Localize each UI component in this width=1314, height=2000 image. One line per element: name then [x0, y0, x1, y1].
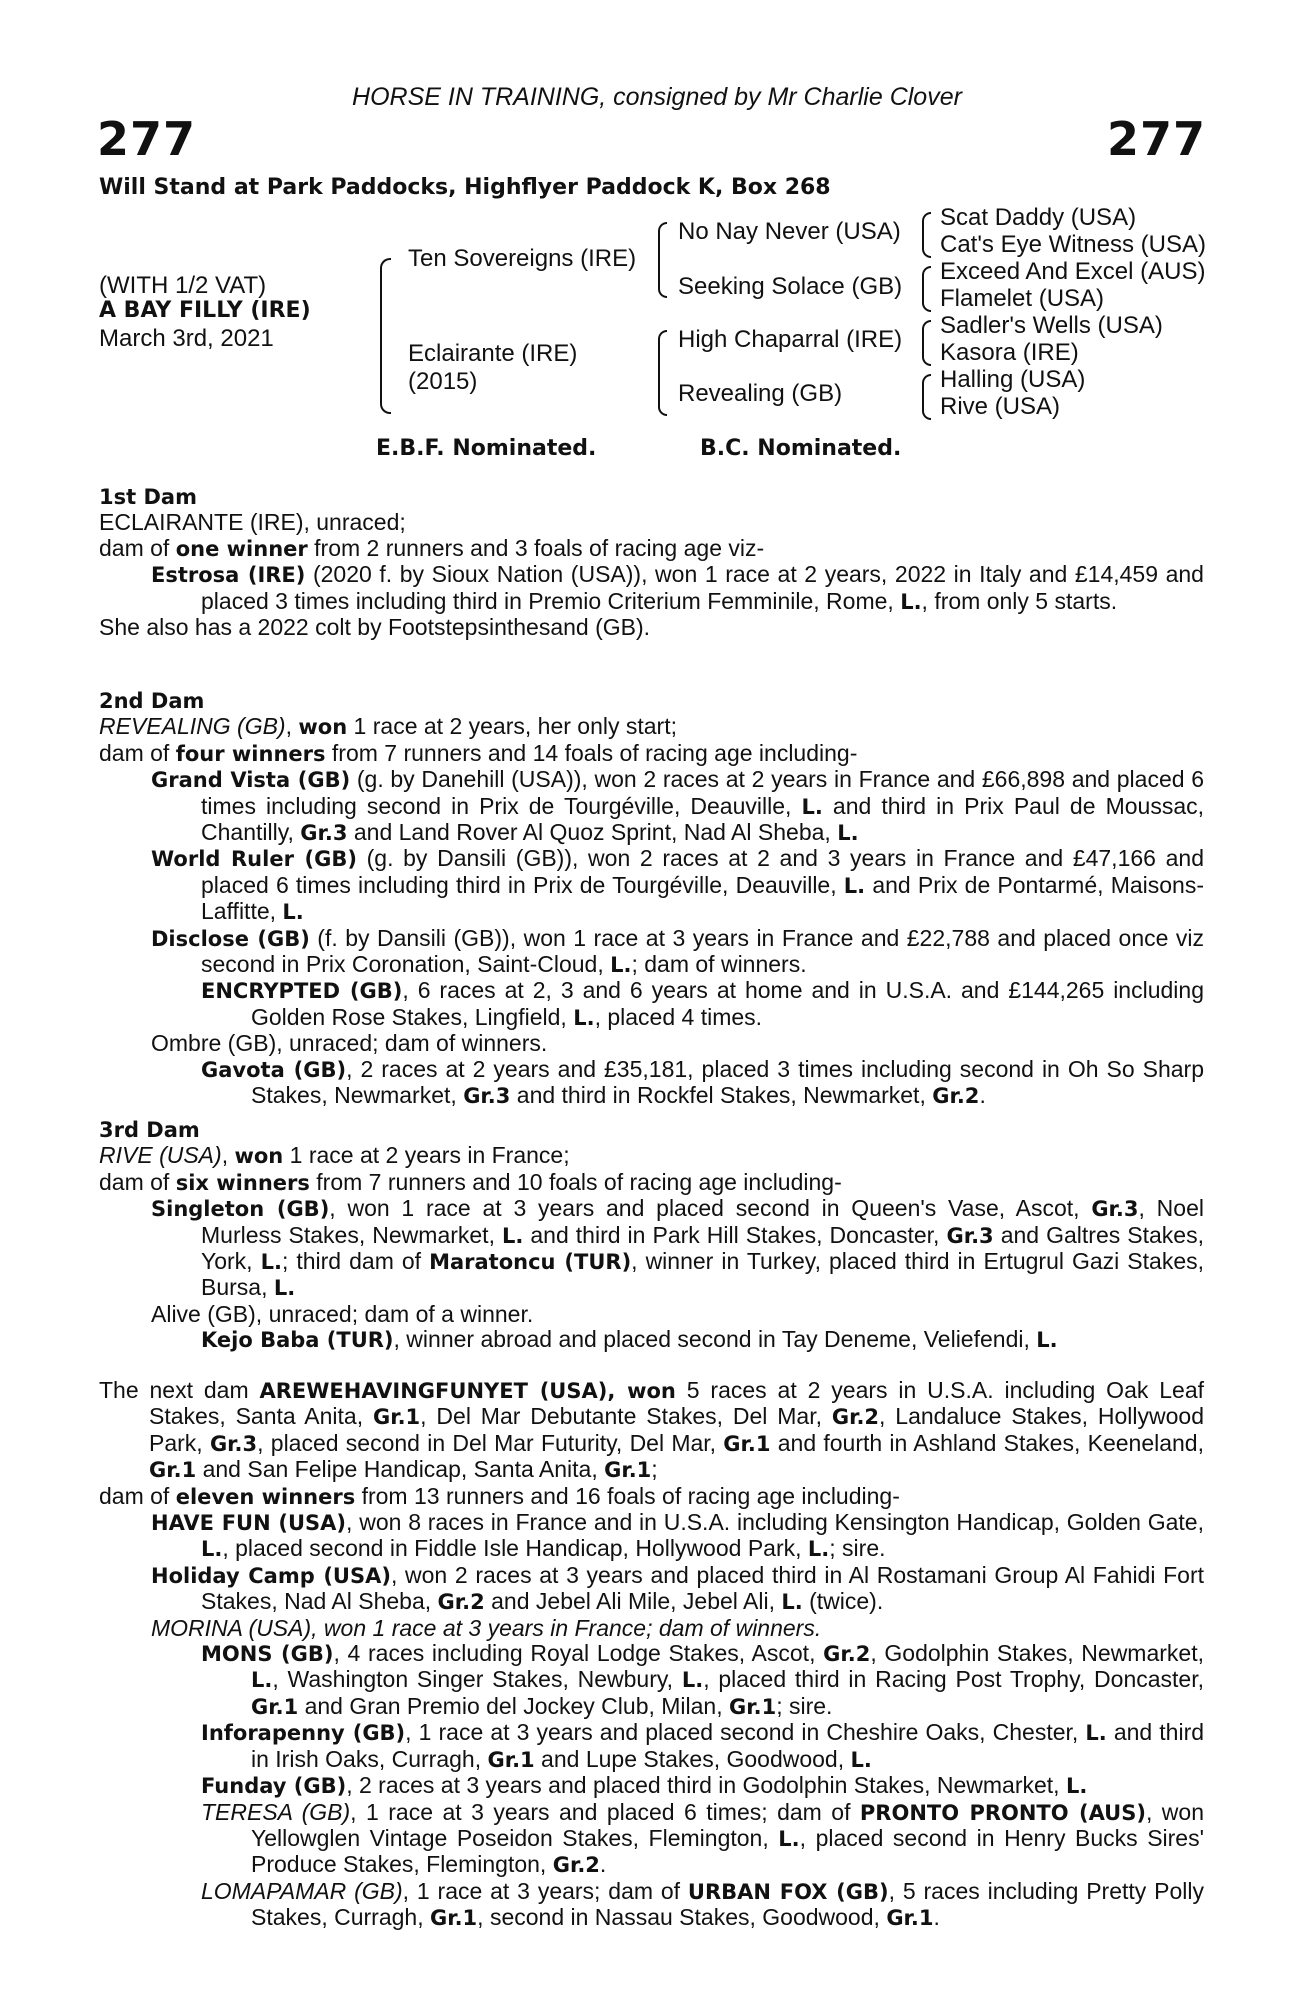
grand-vista-entry: Grand Vista (GB) (g. by Danehill (USA)), won 2 races at 2 years in France and £66,898 and placed 6 times including second in Prix de Tourgéville, Deauville, L. and third in Prix Paul de Moussac, Chantilly, Gr.3 and Land Rover Al Quoz Sprint, Nad Al Sheba, L. [151, 766, 1204, 846]
second-dam-section [99, 689, 1204, 1110]
mons-entry: MONS (GB), 4 races including Royal Lodge Stakes, Ascot, Gr.2, Godolphin Stakes, Newmarket, L., Washington Singer Stakes, Newbury, L., placed third in Racing Post Trophy, Doncaster, Gr.1 and Gran Premio del Jockey Club, Milan, Gr.1; sire. [201, 1640, 1204, 1719]
brace-3 [922, 320, 931, 366]
sire-name: Ten Sovereigns (IRE) [408, 245, 637, 272]
teresa-entry: TERESA (GB), 1 race at 3 years and placed 6 times; dam of PRONTO PRONTO (AUS), won Yellowglen Vintage Poseidon Stakes, Flemington, L., placed second in Henry Bucks Sires' Produce Stakes, Flemington, Gr.2. [201, 1798, 1205, 1878]
third-dam-produce-line: dam of six winners from 7 runners and 10 foals of racing age including- [99, 1168, 842, 1195]
sire-sire: No Nay Never (USA) [678, 218, 901, 245]
holiday-camp-entry: Holiday Camp (USA), won 2 races at 3 years and placed third in Al Rostamani Group Al Fahidi Fort Stakes, Nad Al Sheba, Gr.2 and Jebel Ali Mile, Jebel Ali, L. (twice). [151, 1561, 1205, 1615]
bc-nomination: B.C. Nominated. [700, 436, 902, 461]
dam-brace [658, 330, 667, 416]
gavota-entry: Gavota (GB), 2 races at 2 years and £35,181, placed 3 times including second in Oh So Sharp Stakes, Newmarket, Gr.3 and third in Rockfel Stakes, Newmarket, Gr.2. [201, 1055, 1204, 1109]
brace-2 [922, 266, 931, 312]
kejo-baba-entry: Kejo Baba (TUR), winner abroad and placed second in Tay Deneme, Veliefendi, L. [201, 1326, 1058, 1353]
disclose-entry: Disclose (GB) (f. by Dansili (GB)), won 1 race at 3 years in France and £22,788 and placed once viz second in Prix Coronation, Saint-Cloud, L.; dam of winners. [151, 924, 1204, 978]
first-dam-line: ECLAIRANTE (IRE), unraced; [99, 509, 406, 536]
ebf-nomination: E.B.F. Nominated. [376, 436, 597, 461]
also-has-line: She also has a 2022 colt by Footstepsinthesand (GB). [99, 614, 651, 641]
funday-entry: Funday (GB), 2 races at 3 years and placed third in Godolphin Stakes, Newmarket, L. [201, 1772, 1088, 1799]
ombre-entry: Ombre (GB), unraced; dam of winners. [151, 1030, 548, 1057]
sdam-dam: Flamelet (USA) [940, 285, 1105, 312]
first-dam-section [99, 485, 1204, 640]
third-dam-heading: 3rd Dam [99, 1118, 200, 1142]
second-dam-produce-line: dam of four winners from 7 runners and 14 foals of racing age including- [99, 739, 858, 766]
horse-name: Estrosa (IRE) [151, 563, 306, 588]
next-dam-line: The next dam AREWEHAVINGFUNYET (USA), won 5 races at 2 years in U.S.A. including Oak Leaf Stakes, Santa Anita, Gr.1, Del Mar Debutante Stakes, Del Mar, Gr.2, Landaluce Stakes, Hollywood Park, Gr.3, placed second in Del Mar Futurity, Del Mar, Gr.1 and fourth in Ashland Stakes, Keeneland, Gr.1 and San Felipe Handicap, Santa Anita, Gr.1; [99, 1377, 1205, 1483]
dam-dam: Revealing (GB) [678, 380, 843, 407]
third-dam-section [99, 1118, 1204, 1354]
lomapamar-entry: LOMAPAMAR (GB), 1 race at 3 years; dam of URBAN FOX (GB), 5 races including Pretty Polly Stakes, Curragh, Gr.1, second in Nassau Stakes, Goodwood, Gr.1. [201, 1877, 1204, 1931]
first-dam-produce-line: dam of one winner from 2 runners and 3 foals of racing age viz- [99, 534, 765, 561]
dsire-dam: Kasora (IRE) [940, 339, 1079, 366]
brace-1 [922, 212, 931, 258]
vat-note: (WITH 1/2 VAT) [99, 272, 267, 299]
ddam-dam: Rive (USA) [940, 393, 1061, 420]
pedigree-brace [380, 258, 391, 414]
world-ruler-entry: World Ruler (GB) (g. by Dansili (GB)), won 2 races at 2 and 3 years in France and £47,166 and placed 6 times including third in Prix de Tourgéville, Deauville, L. and Prix de Pontarmé, Maisons-Laffitte, L. [151, 845, 1204, 925]
dsire-sire: Sadler's Wells (USA) [940, 312, 1163, 339]
sire-dam: Seeking Solace (GB) [678, 273, 903, 300]
lot-name: A BAY FILLY (IRE) [99, 298, 311, 323]
foaling-date: March 3rd, 2021 [99, 325, 274, 352]
next-dam-section [99, 1378, 1204, 1932]
dam-foaled-year: (2015) [408, 368, 478, 395]
have-fun-entry: HAVE FUN (USA), won 8 races in France and in U.S.A. including Kensington Handicap, Golden Gate, L., placed second in Fiddle Isle Handicap, Hollywood Park, L.; sire. [151, 1509, 1204, 1562]
morina-entry: MORINA (USA), won 1 race at 3 years in France; dam of winners. [151, 1614, 822, 1641]
first-dam-heading: 1st Dam [99, 485, 197, 509]
alive-entry: Alive (GB), unraced; dam of a winner. [151, 1300, 534, 1327]
third-dam-line: RIVE (USA), won 1 race at 2 years in France; [99, 1142, 570, 1169]
lot-number-left: 277 [97, 112, 197, 166]
dam-sire: High Chaparral (IRE) [678, 326, 903, 353]
stand-location: Will Stand at Park Paddocks, Highflyer Paddock K, Box 268 [99, 175, 831, 200]
inforapenny-entry: Inforapenny (GB), 1 race at 3 years and placed second in Cheshire Oaks, Chester, L. and third in Irish Oaks, Curragh, Gr.1 and Lupe Stakes, Goodwood, L. [201, 1719, 1205, 1772]
consignment-line: HORSE IN TRAINING, consigned by Mr Charlie Clover [352, 83, 962, 111]
lot-number-right: 277 [1106, 112, 1206, 166]
second-dam-line: REVEALING (GB), won 1 race at 2 years, her only start; [99, 713, 677, 740]
sdam-sire: Exceed And Excel (AUS) [940, 258, 1206, 285]
dam-name: Eclairante (IRE) [408, 340, 578, 367]
brace-4 [922, 374, 931, 420]
singleton-entry: Singleton (GB), won 1 race at 3 years and placed second in Queen's Vase, Ascot, Gr.3, Noel Murless Stakes, Newmarket, L. and third in Park Hill Stakes, Doncaster, Gr.3 and Galtres Stakes, York, L.; third dam of Maratoncu (TUR), winner in Turkey, placed third in Ertugrul Gazi Stakes, Bursa, L. [151, 1195, 1204, 1301]
ddam-sire: Halling (USA) [940, 366, 1086, 393]
second-dam-heading: 2nd Dam [99, 689, 205, 713]
sire-brace [658, 222, 667, 298]
ssire-dam: Cat's Eye Witness (USA) [940, 231, 1206, 258]
estrosa-entry: Estrosa (IRE) (2020 f. by Sioux Nation (USA)), won 1 race at 2 years, 2022 in Italy and £14,459 and placed 3 times including third in Premio Criterium Femminile, Rome, L., from only 5 starts. [151, 561, 1204, 614]
encrypted-entry: ENCRYPTED (GB), 6 races at 2, 3 and 6 years at home and in U.S.A. and £144,265 including Golden Rose Stakes, Lingfield, L., placed 4 times. [201, 977, 1204, 1030]
next-dam-produce-line: dam of eleven winners from 13 runners and 16 foals of racing age including- [99, 1482, 900, 1509]
ssire-sire: Scat Daddy (USA) [940, 204, 1137, 231]
